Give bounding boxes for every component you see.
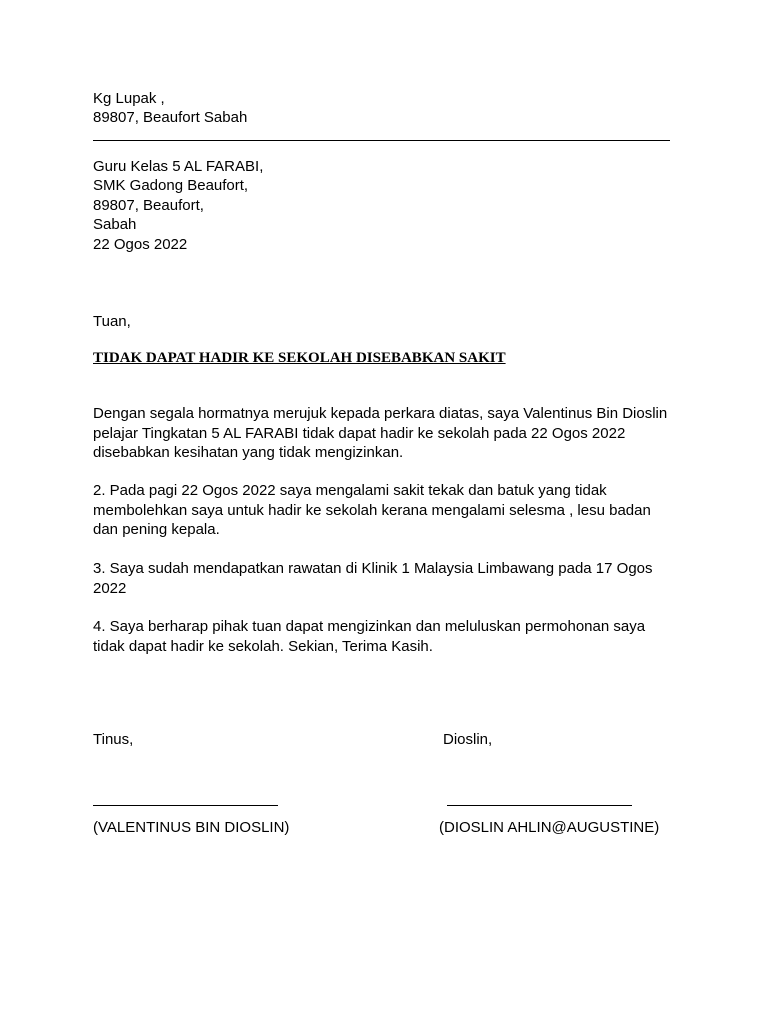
salutation: Tuan, — [93, 313, 131, 330]
body-paragraph-4-line: 4. Saya berharap pihak tuan dapat mengizinkan dan meluluskan permohonan saya — [93, 618, 646, 635]
left-signatory-name: (VALENTINUS BIN DIOSLIN) — [93, 819, 290, 836]
left-signature-line — [93, 805, 278, 806]
body-paragraph-1 — [93, 404, 673, 463]
left-signature-closing: Tinus, — [93, 731, 134, 748]
body-paragraph-1-line: Dengan segala hormatnya merujuk kepada perkara diatas, saya Valentinus Bin Dioslin — [93, 405, 668, 422]
body-paragraph-4-line: tidak dapat hadir ke sekolah. Sekian, Terima Kasih. — [93, 637, 433, 655]
letter-date: 22 Ogos 2022 — [93, 236, 188, 253]
right-signature-line — [447, 805, 632, 806]
body-paragraph-2-line: 2. Pada pagi 22 Ogos 2022 saya mengalami sakit tekak dan batuk yang tidak — [93, 482, 607, 499]
right-signatory-name: (DIOSLIN AHLIN@AUGUSTINE) — [439, 819, 660, 836]
recipient-line-4: Sabah — [93, 216, 137, 233]
body-paragraph-4 — [93, 617, 673, 656]
body-paragraph-3 — [93, 559, 673, 598]
sender-address-line-1: Kg Lupak , — [93, 90, 165, 107]
body-paragraph-2 — [93, 481, 673, 540]
body-paragraph-2-line: membolehkan saya untuk hadir ke sekolah kerana mengalami selesma , lesu badan — [93, 501, 651, 519]
sender-address-line-2: 89807, Beaufort Sabah — [93, 109, 248, 126]
body-paragraph-2-line: dan pening kepala. — [93, 521, 220, 538]
recipient-line-2: SMK Gadong Beaufort, — [93, 177, 249, 194]
letter-subject: TIDAK DAPAT HADIR KE SEKOLAH DISEBABKAN SAKIT — [93, 350, 506, 366]
body-paragraph-3-line: 3. Saya sudah mendapatkan rawatan di Klinik 1 Malaysia Limbawang pada 17 Ogos — [93, 560, 653, 577]
right-signature-closing: Dioslin, — [443, 731, 493, 748]
recipient-line-3: 89807, Beaufort, — [93, 197, 204, 214]
body-paragraph-3-line: 2022 — [93, 579, 127, 597]
address-divider — [93, 140, 670, 141]
body-paragraph-1-line: pelajar Tingkatan 5 AL FARABI tidak dapat hadir ke sekolah pada 22 Ogos 2022 — [93, 424, 626, 442]
body-paragraph-1-line: disebabkan kesihatan yang tidak mengizinkan. — [93, 444, 404, 461]
recipient-line-1: Guru Kelas 5 AL FARABI, — [93, 158, 264, 175]
